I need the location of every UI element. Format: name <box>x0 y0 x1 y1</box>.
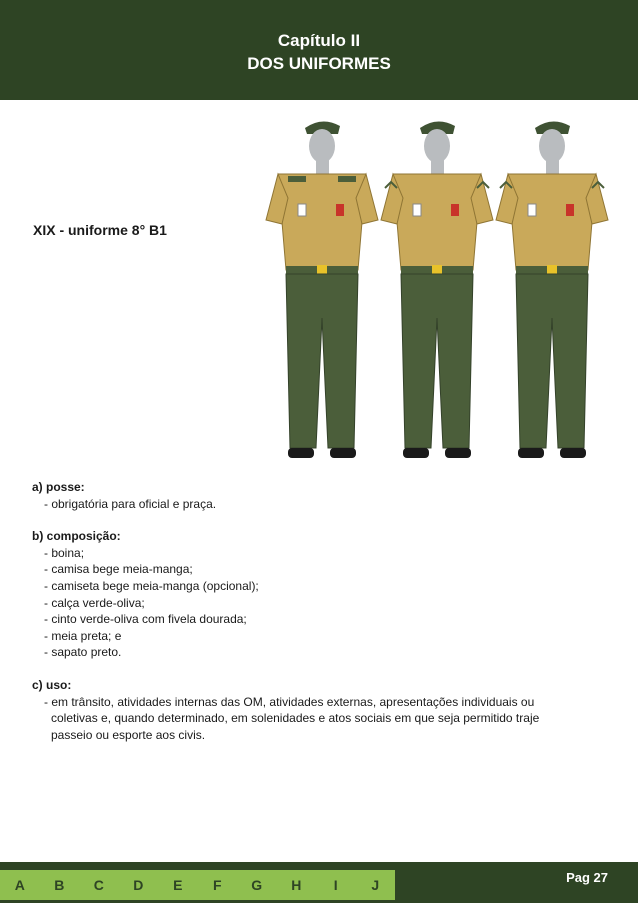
composicao-item: - camisa bege meia-manga; <box>44 562 193 577</box>
chapter-subtitle: DOS UNIFORMES <box>247 54 391 73</box>
index-tab-h[interactable]: H <box>277 870 317 900</box>
uso-line: coletivas e, quando determinado, em solenidades e atos sociais em que seja permitido traje <box>51 711 540 726</box>
index-tab-f[interactable]: F <box>198 870 238 900</box>
composicao-item: - calça verde-oliva; <box>44 595 145 610</box>
index-tab-a[interactable]: A <box>0 870 40 900</box>
uso-line: passeio ou esporte aos civis. <box>51 727 206 742</box>
index-tab-d[interactable]: D <box>119 870 159 900</box>
composicao-item: - cinto verde-oliva com fivela dourada; <box>44 612 247 627</box>
uniform-illustration <box>255 108 615 478</box>
uniform-figure-3 <box>496 121 608 458</box>
section-title: XIX - uniforme 8° B1 <box>33 222 167 238</box>
composicao-item: - sapato preto. <box>44 645 122 660</box>
index-tab-i[interactable]: I <box>316 870 356 900</box>
posse-heading: a) posse: <box>32 480 85 494</box>
uniform-description <box>32 479 612 743</box>
uso-line: - em trânsito, atividades internas das OM, atividades externas, apresentações individuais ou <box>44 694 535 709</box>
chapter-header <box>0 0 638 100</box>
index-tab-j[interactable]: J <box>356 870 396 900</box>
page-number: Pag 27 <box>566 870 608 885</box>
composicao-item: - meia preta; e <box>44 628 122 643</box>
composicao-item: - camiseta bege meia-manga (opcional); <box>44 578 259 593</box>
uso-heading: c) uso: <box>32 677 72 692</box>
posse-item: - obrigatória para oficial e praça. <box>44 496 217 511</box>
index-tabs <box>0 870 395 900</box>
index-tab-g[interactable]: G <box>237 870 277 900</box>
uniform-figure-1 <box>266 121 378 458</box>
index-tab-c[interactable]: C <box>79 870 119 900</box>
chapter-title: Capítulo II <box>277 31 361 50</box>
composicao-heading: b) composição: <box>32 529 121 544</box>
composicao-item: - boina; <box>44 545 85 560</box>
index-tab-b[interactable]: B <box>40 870 80 900</box>
uniform-figure-2 <box>381 121 493 458</box>
index-tab-e[interactable]: E <box>158 870 198 900</box>
